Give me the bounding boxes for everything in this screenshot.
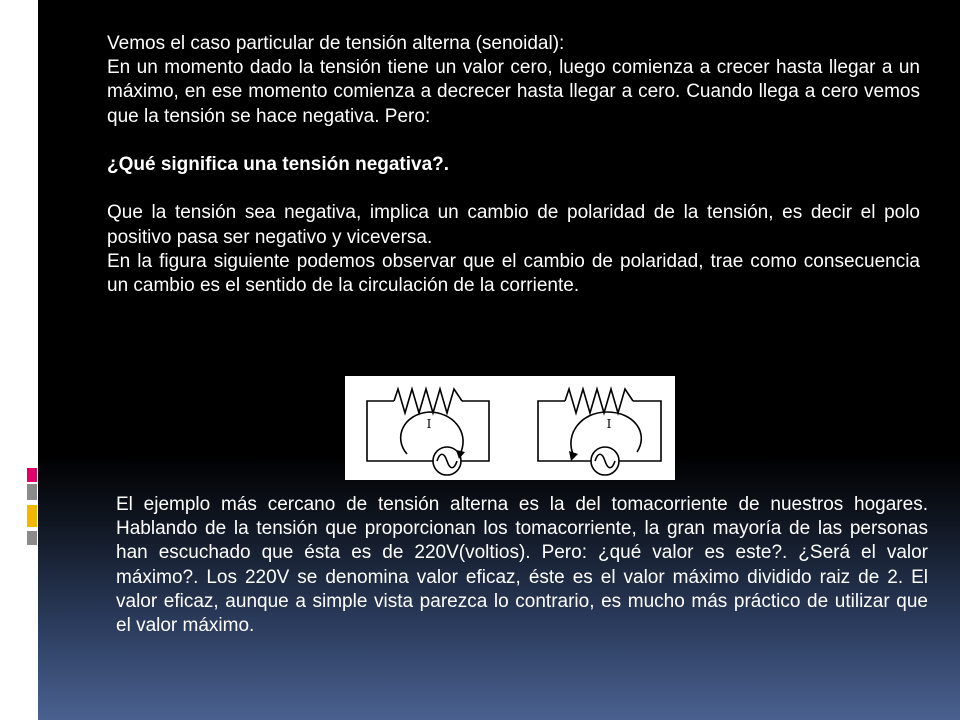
paragraph-3: En la figura siguiente podemos observar que el cambio de polaridad, trae como consecuencia un cambio es el sentido de la circulación de la corriente. — [107, 250, 920, 296]
circuit-diagram — [345, 376, 675, 480]
top-text-block — [107, 32, 920, 298]
circuit-figure — [345, 376, 675, 480]
left-circuit — [367, 389, 489, 475]
right-current-label: I — [606, 417, 612, 431]
spacer — [107, 129, 920, 153]
spacer — [107, 177, 920, 201]
left-margin-strip — [0, 0, 38, 720]
accent-bar-yellow — [27, 505, 37, 527]
accent-bar-red — [27, 468, 37, 482]
right-circuit-wire — [538, 401, 661, 461]
left-current-arrow-icon — [401, 412, 463, 454]
left-circuit-wire — [367, 401, 489, 461]
left-current-label: I — [426, 417, 432, 431]
bottom-text-block — [116, 493, 928, 638]
accent-bar-gray-lower — [27, 531, 37, 545]
accent-bar-gray — [27, 484, 37, 500]
left-resistor-icon — [394, 389, 462, 413]
paragraph-1: En un momento dado la tensión tiene un valor cero, luego comienza a crecer hasta llegar a un máximo, en ese momento comienza a decrecer hasta llegar a cero. Cuando llega a cero vemos que la tensión se hace negativa. Pero: — [107, 57, 920, 127]
right-circuit — [538, 389, 661, 475]
paragraph-4: El ejemplo más cercano de tensión alterna es la del tomacorriente de nuestros hogares. Hablando de la tensión que proporcionan los tomacorriente, la gran mayoría de las personas han escuchado que ésta es de 220V(voltios). Pero: ¿qué valor es este?. ¿Será el valor máximo?. Los 220V se denomina valor eficaz, éste es el valor máximo dividido raiz de 2. El valor eficaz, aunque a simple vista parezca lo contrario, es mucho más práctico de utilizar que el valor máximo. — [116, 494, 928, 637]
question-heading: ¿Qué significa una tensión negativa?. — [107, 154, 450, 175]
intro-line: Vemos el caso particular de tensión alterna (senoidal): — [107, 33, 565, 54]
paragraph-2: Que la tensión sea negativa, implica un cambio de polaridad de la tensión, es decir el polo positivo pasa ser negativo y viceversa. — [107, 202, 920, 248]
right-resistor-icon — [565, 389, 633, 413]
